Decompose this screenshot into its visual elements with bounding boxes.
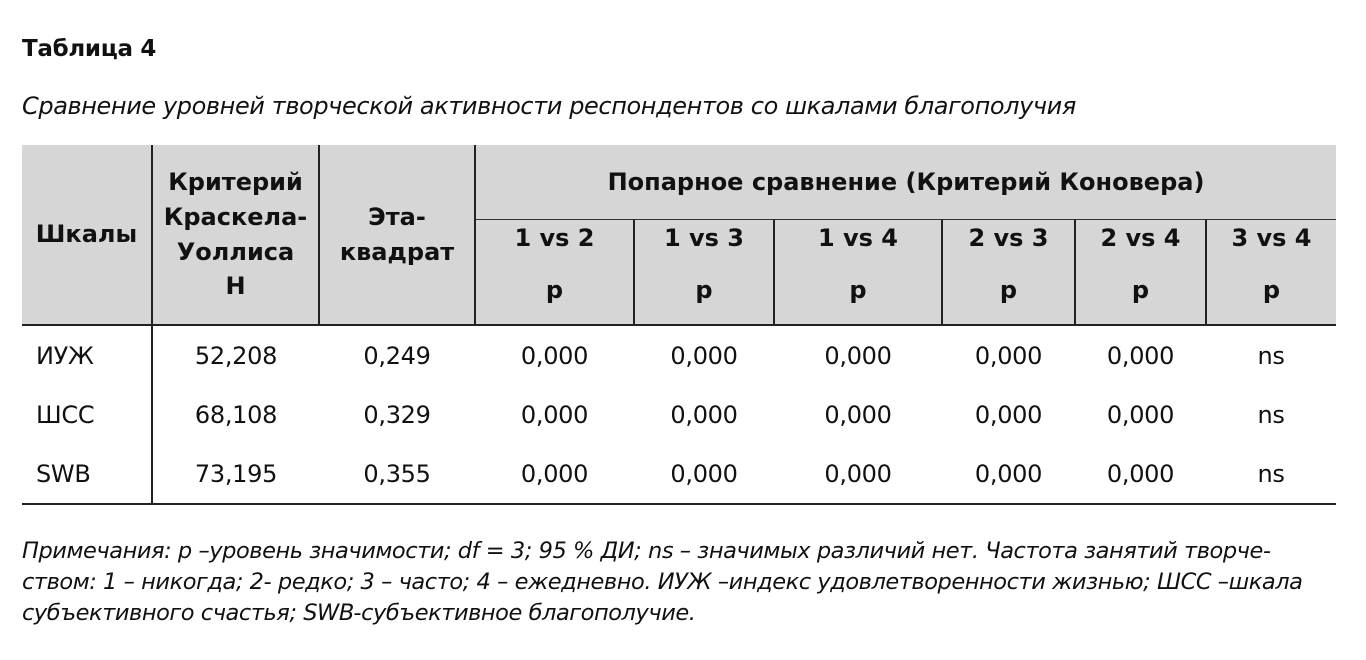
row-p-value: 0,000 xyxy=(475,325,634,385)
note-line-1: Примечания: p –уровень значимости; df = 3; 95 % ДИ; ns – значимых различий нет. Частота занятий творче- xyxy=(22,538,1271,564)
table-row xyxy=(22,325,1336,385)
row-p-value: 0,000 xyxy=(634,325,774,385)
row-p-value: ns xyxy=(1206,444,1336,504)
table-row xyxy=(22,444,1336,504)
table-caption: Сравнение уровней творческой активности респондентов со шкалами благополучия xyxy=(22,92,1076,120)
header-pair-2vs3: 2 vs 3 xyxy=(942,220,1075,257)
row-eta-value: 0,249 xyxy=(319,325,475,385)
header-kruskal xyxy=(152,145,319,325)
row-p-value: 0,000 xyxy=(520,400,589,429)
row-h-value: 68,108 xyxy=(152,385,319,444)
row-h-value: 52,208 xyxy=(152,325,319,385)
table-note xyxy=(22,536,1342,629)
header-p: p xyxy=(475,256,634,325)
row-eta-value: 0,329 xyxy=(363,400,431,429)
header-eta-line-2: квадрат xyxy=(339,237,455,266)
row-p-value: 0,000 xyxy=(475,444,634,504)
row-p-value: 0,000 xyxy=(670,400,738,429)
row-scale-name: ИУЖ xyxy=(22,325,152,385)
row-p-value: 0,000 xyxy=(1075,325,1206,385)
row-p-value: 0,000 xyxy=(942,444,1075,504)
note-line-2: ством: 1 – никогда; 2- редко; 3 – часто; 4 – ежедневно. ИУЖ –индекс удовлетворенности жизнью; ШСС –шкала xyxy=(22,569,1303,595)
header-pair-1vs3: 1 vs 3 xyxy=(634,220,774,257)
header-pair-2vs4: 2 vs 4 xyxy=(1075,220,1206,257)
row-p-value: 0,000 xyxy=(942,325,1075,385)
row-p-value: 0,000 xyxy=(824,400,892,429)
row-p-value: ns xyxy=(1257,400,1285,429)
row-p-value: 0,000 xyxy=(1075,444,1206,504)
header-p: p xyxy=(634,256,774,325)
header-pair-1vs4: 1 vs 4 xyxy=(774,220,942,257)
row-h-value: 73,195 xyxy=(152,444,319,504)
header-pairwise: Попарное сравнение (Критерий Коновера) xyxy=(475,145,1336,220)
table-label: Таблица 4 xyxy=(22,36,157,62)
row-p-value: 0,000 xyxy=(974,400,1043,429)
header-kruskal-line-2: Краскела- xyxy=(163,202,308,231)
row-eta-value: 0,355 xyxy=(319,444,475,504)
table-row xyxy=(22,385,1336,444)
header-eta-line-1: Эта- xyxy=(368,202,426,231)
note-line-3: субъективного счастья; SWB-субъективное благополучие. xyxy=(22,600,696,626)
header-kruskal-line-4: H xyxy=(225,272,246,301)
header-p: p xyxy=(774,256,942,325)
row-p-value: 0,000 xyxy=(774,444,942,504)
header-pair-3vs4: 3 vs 4 xyxy=(1206,220,1336,257)
header-kruskal-line-3: Уоллиса xyxy=(176,237,295,266)
row-p-value: ns xyxy=(1206,325,1336,385)
row-scale-name: ШСС xyxy=(36,400,95,429)
header-eta xyxy=(319,145,475,325)
header-p: p xyxy=(1206,256,1336,325)
row-scale-name: SWB xyxy=(22,444,152,504)
header-kruskal-line-1: Критерий xyxy=(168,167,303,196)
row-p-value: 0,000 xyxy=(1106,400,1175,429)
row-p-value: 0,000 xyxy=(774,325,942,385)
header-p: p xyxy=(942,256,1075,325)
results-table xyxy=(22,145,1336,505)
header-scales: Шкалы xyxy=(22,145,152,325)
header-pair-1vs2: 1 vs 2 xyxy=(475,220,634,257)
header-p: p xyxy=(1075,256,1206,325)
row-p-value: 0,000 xyxy=(634,444,774,504)
